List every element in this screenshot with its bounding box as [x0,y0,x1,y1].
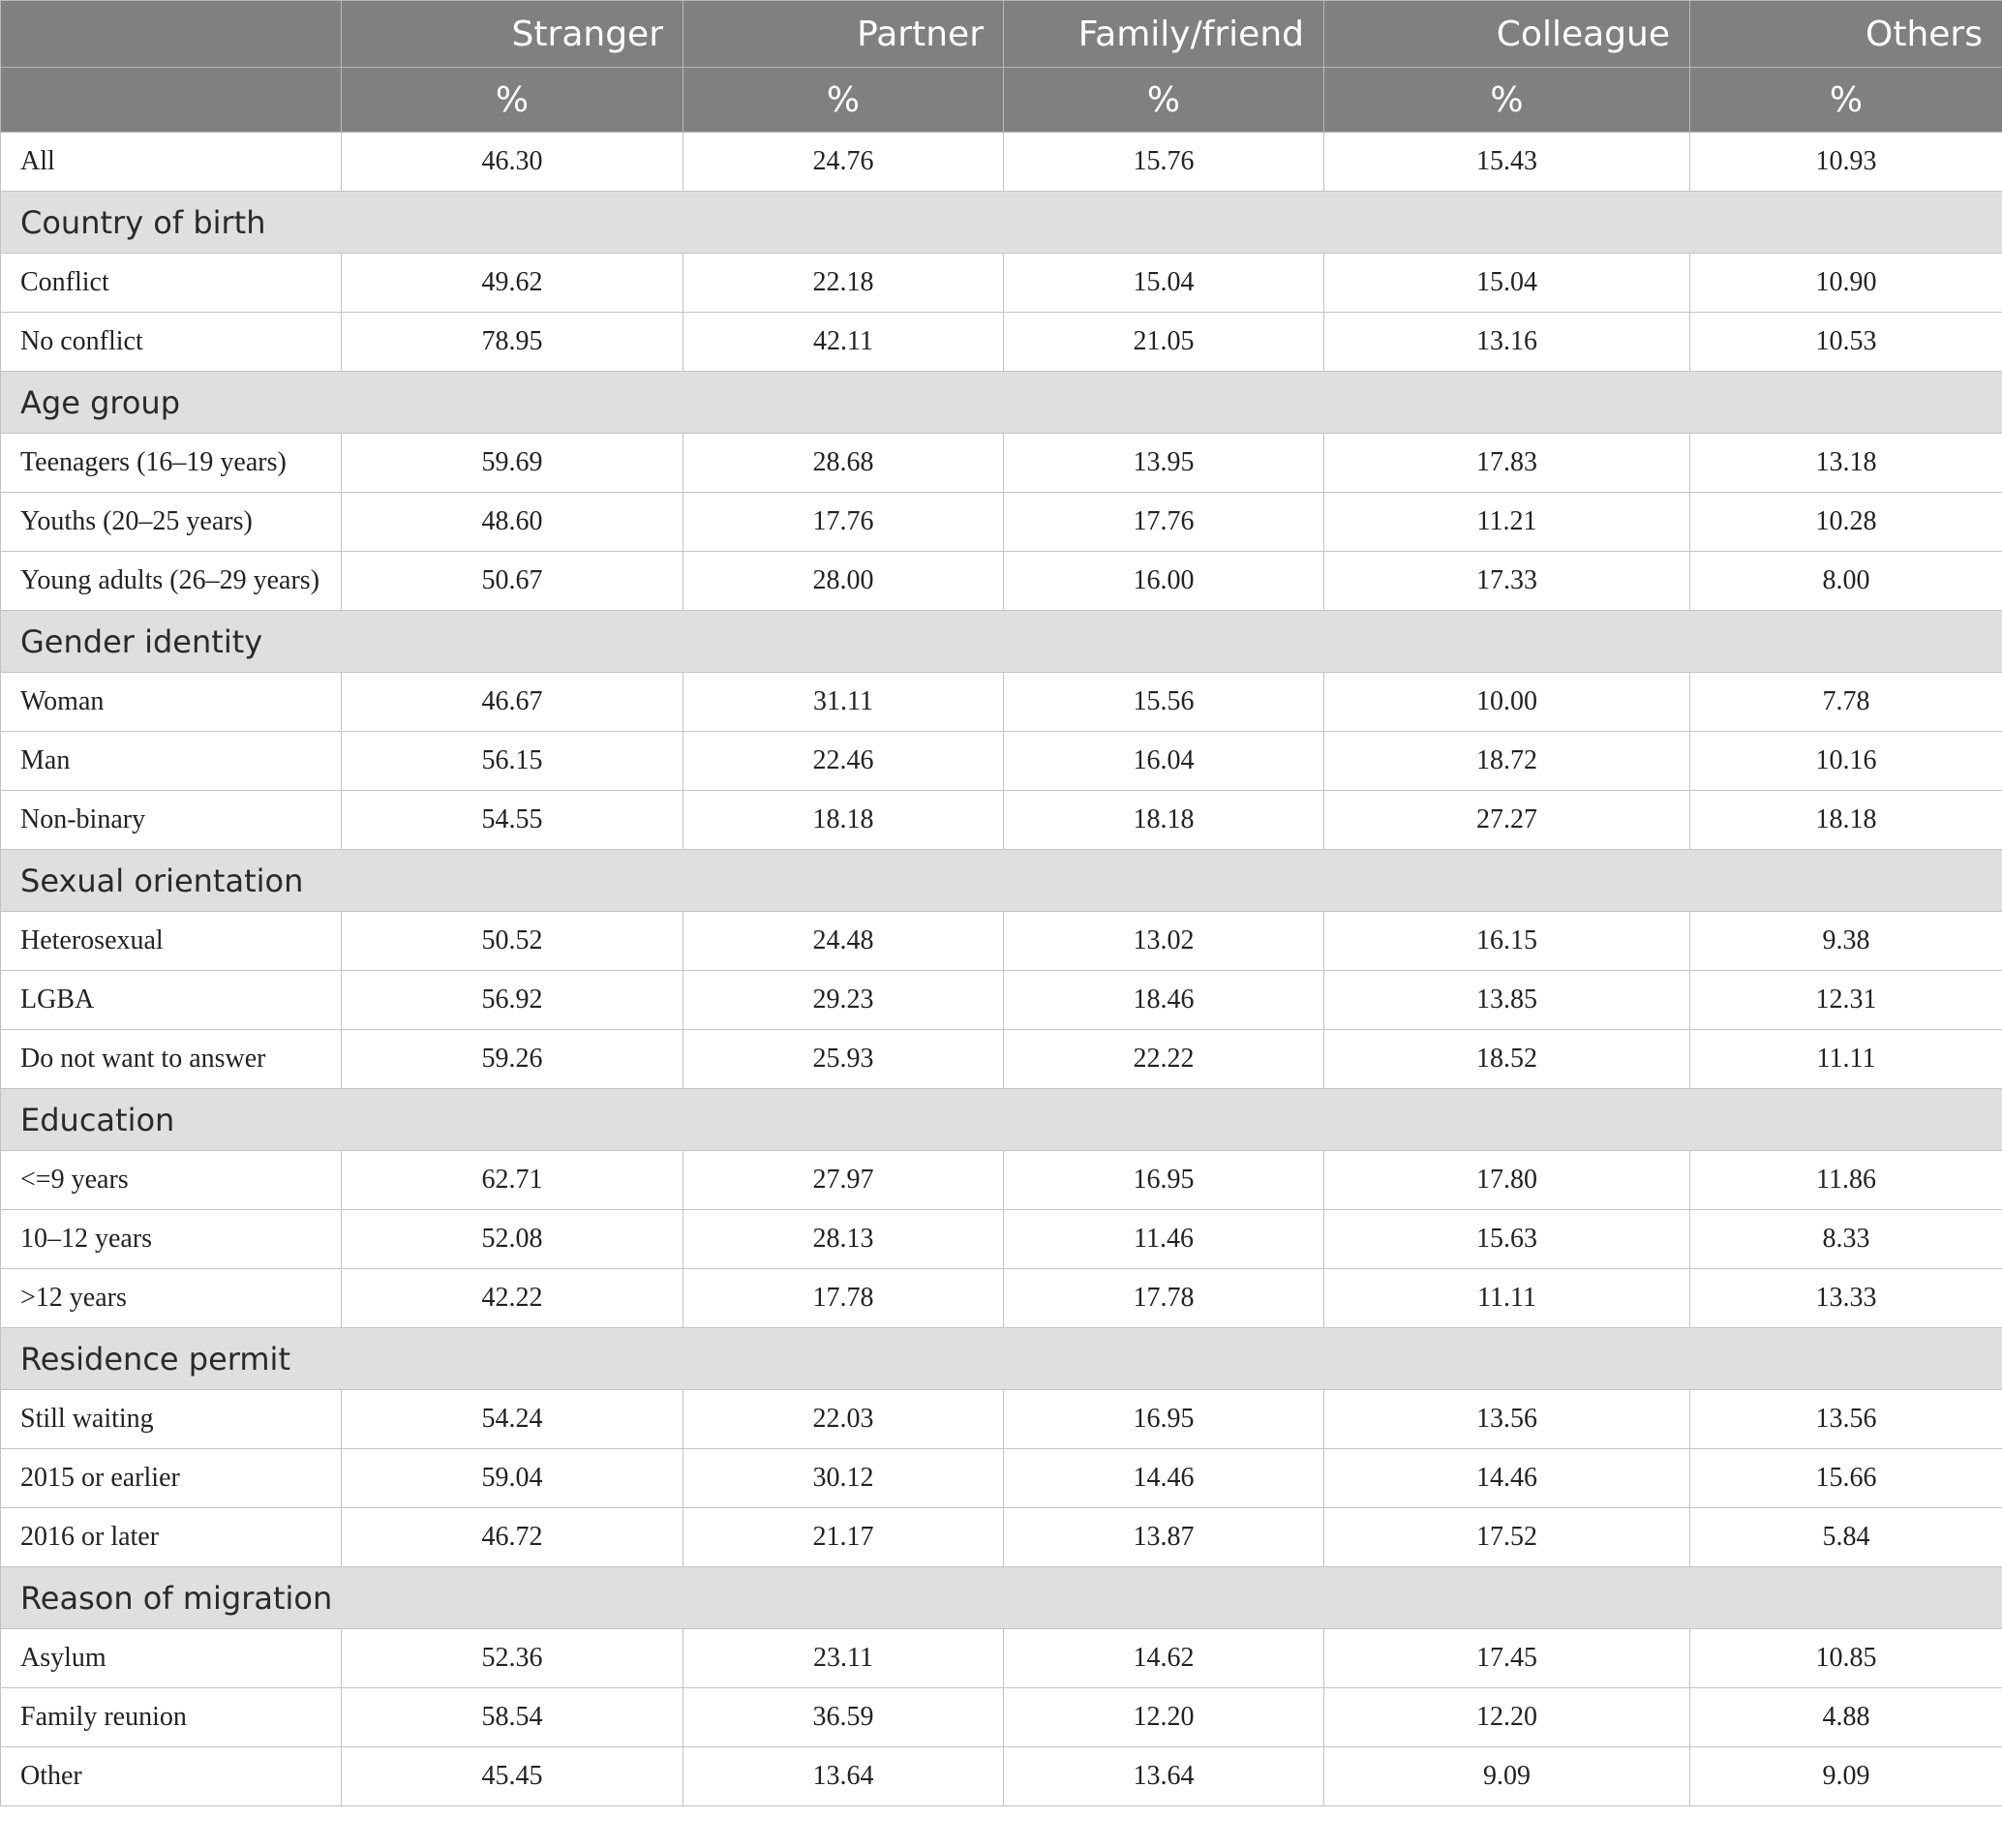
row-label: Other [1,1747,342,1806]
table-row [1,1151,2002,1210]
value-cell: 48.60 [342,493,683,552]
value-cell: 13.64 [683,1747,1004,1806]
row-label: Non-binary [1,791,342,850]
value-cell: 18.52 [1324,1030,1690,1089]
value-cell: 42.22 [342,1269,683,1328]
unit-cell-colleague: % [1324,68,1690,133]
value-cell: 28.13 [683,1210,1004,1269]
table-row [1,1210,2002,1269]
value-cell: 21.17 [683,1508,1004,1567]
section-label: Gender identity [1,611,2002,673]
value-cell: 18.72 [1324,732,1690,791]
value-cell: 15.76 [1004,133,1324,192]
value-cell: 21.05 [1004,313,1324,372]
row-label: 2015 or earlier [1,1449,342,1508]
table-row [1,673,2002,732]
section-label: Residence permit [1,1328,2002,1390]
table-row [1,1030,2002,1089]
value-cell: 59.04 [342,1449,683,1508]
value-cell: 23.11 [683,1629,1004,1688]
value-cell: 46.67 [342,673,683,732]
row-label: 2016 or later [1,1508,342,1567]
value-cell: 13.95 [1004,434,1324,493]
table-row [1,1688,2002,1747]
value-cell: 8.00 [1690,552,2002,611]
value-cell: 31.11 [683,673,1004,732]
value-cell: 24.76 [683,133,1004,192]
row-label: Do not want to answer [1,1030,342,1089]
value-cell: 15.63 [1324,1210,1690,1269]
table-row [1,791,2002,850]
table-row [1,254,2002,313]
table-row [1,732,2002,791]
value-cell: 16.95 [1004,1151,1324,1210]
table-row [1,1390,2002,1449]
value-cell: 10.93 [1690,133,2002,192]
table-row [1,133,2002,192]
value-cell: 45.45 [342,1747,683,1806]
unit-cell-empty [1,68,342,133]
value-cell: 14.46 [1004,1449,1324,1508]
table-row [1,493,2002,552]
row-label: Woman [1,673,342,732]
value-cell: 59.26 [342,1030,683,1089]
value-cell: 15.04 [1004,254,1324,313]
value-cell: 54.55 [342,791,683,850]
value-cell: 24.48 [683,912,1004,971]
value-cell: 12.20 [1004,1688,1324,1747]
row-label: All [1,133,342,192]
value-cell: 17.78 [683,1269,1004,1328]
value-cell: 17.76 [1004,493,1324,552]
value-cell: 13.33 [1690,1269,2002,1328]
value-cell: 22.18 [683,254,1004,313]
value-cell: 10.00 [1324,673,1690,732]
table-row [1,552,2002,611]
table-row [1,971,2002,1030]
value-cell: 13.85 [1324,971,1690,1030]
value-cell: 27.97 [683,1151,1004,1210]
value-cell: 54.24 [342,1390,683,1449]
value-cell: 13.16 [1324,313,1690,372]
header-cell-empty [1,1,342,68]
value-cell: 29.23 [683,971,1004,1030]
section-label: Sexual orientation [1,850,2002,912]
value-cell: 22.03 [683,1390,1004,1449]
header-cell-family-friend: Family/friend [1004,1,1324,68]
value-cell: 22.22 [1004,1030,1324,1089]
header-row-columns [1,1,2002,68]
unit-cell-stranger: % [342,68,683,133]
value-cell: 50.52 [342,912,683,971]
row-label: Family reunion [1,1688,342,1747]
value-cell: 8.33 [1690,1210,2002,1269]
value-cell: 5.84 [1690,1508,2002,1567]
value-cell: 36.59 [683,1688,1004,1747]
row-label: 10–12 years [1,1210,342,1269]
table-row [1,1269,2002,1328]
value-cell: 25.93 [683,1030,1004,1089]
value-cell: 16.04 [1004,732,1324,791]
table-row [1,1508,2002,1567]
value-cell: 30.12 [683,1449,1004,1508]
value-cell: 62.71 [342,1151,683,1210]
row-label: Man [1,732,342,791]
value-cell: 10.85 [1690,1629,2002,1688]
value-cell: 13.64 [1004,1747,1324,1806]
value-cell: 52.08 [342,1210,683,1269]
value-cell: 14.62 [1004,1629,1324,1688]
value-cell: 17.33 [1324,552,1690,611]
value-cell: 9.38 [1690,912,2002,971]
value-cell: 78.95 [342,313,683,372]
section-header-row [1,611,2002,673]
value-cell: 12.31 [1690,971,2002,1030]
unit-cell-partner: % [683,68,1004,133]
value-cell: 9.09 [1324,1747,1690,1806]
value-cell: 12.20 [1324,1688,1690,1747]
section-header-row [1,192,2002,254]
section-header-row [1,850,2002,912]
value-cell: 17.80 [1324,1151,1690,1210]
row-label: No conflict [1,313,342,372]
value-cell: 58.54 [342,1688,683,1747]
value-cell: 17.76 [683,493,1004,552]
row-label: Young adults (26–29 years) [1,552,342,611]
value-cell: 10.90 [1690,254,2002,313]
table-header [1,1,2002,133]
value-cell: 7.78 [1690,673,2002,732]
header-row-units [1,68,2002,133]
value-cell: 13.02 [1004,912,1324,971]
value-cell: 18.18 [1004,791,1324,850]
unit-cell-family-friend: % [1004,68,1324,133]
value-cell: 18.46 [1004,971,1324,1030]
section-header-row [1,1089,2002,1151]
value-cell: 16.15 [1324,912,1690,971]
section-label: Education [1,1089,2002,1151]
value-cell: 56.92 [342,971,683,1030]
header-cell-others: Others [1690,1,2002,68]
value-cell: 18.18 [683,791,1004,850]
table-row [1,313,2002,372]
value-cell: 15.04 [1324,254,1690,313]
value-cell: 50.67 [342,552,683,611]
value-cell: 10.28 [1690,493,2002,552]
value-cell: 11.11 [1324,1269,1690,1328]
value-cell: 11.46 [1004,1210,1324,1269]
unit-cell-others: % [1690,68,2002,133]
value-cell: 28.68 [683,434,1004,493]
table-row [1,434,2002,493]
value-cell: 52.36 [342,1629,683,1688]
row-label: Conflict [1,254,342,313]
table-row [1,1747,2002,1806]
value-cell: 59.69 [342,434,683,493]
section-label: Country of birth [1,192,2002,254]
value-cell: 27.27 [1324,791,1690,850]
value-cell: 10.53 [1690,313,2002,372]
row-label: Asylum [1,1629,342,1688]
value-cell: 46.72 [342,1508,683,1567]
value-cell: 11.11 [1690,1030,2002,1089]
table-row [1,1449,2002,1508]
table-body [1,133,2002,1806]
value-cell: 17.45 [1324,1629,1690,1688]
value-cell: 46.30 [342,133,683,192]
value-cell: 28.00 [683,552,1004,611]
value-cell: 10.16 [1690,732,2002,791]
value-cell: 15.56 [1004,673,1324,732]
value-cell: 4.88 [1690,1688,2002,1747]
value-cell: 11.21 [1324,493,1690,552]
value-cell: 9.09 [1690,1747,2002,1806]
value-cell: 15.66 [1690,1449,2002,1508]
value-cell: 18.18 [1690,791,2002,850]
value-cell: 15.43 [1324,133,1690,192]
row-label: LGBA [1,971,342,1030]
row-label: Youths (20–25 years) [1,493,342,552]
row-label: Heterosexual [1,912,342,971]
value-cell: 16.95 [1004,1390,1324,1449]
value-cell: 13.56 [1324,1390,1690,1449]
value-cell: 42.11 [683,313,1004,372]
table-row [1,1629,2002,1688]
value-cell: 17.78 [1004,1269,1324,1328]
value-cell: 13.56 [1690,1390,2002,1449]
value-cell: 14.46 [1324,1449,1690,1508]
value-cell: 22.46 [683,732,1004,791]
row-label: >12 years [1,1269,342,1328]
value-cell: 13.18 [1690,434,2002,493]
header-cell-colleague: Colleague [1324,1,1690,68]
row-label: <=9 years [1,1151,342,1210]
table-row [1,912,2002,971]
value-cell: 49.62 [342,254,683,313]
row-label: Teenagers (16–19 years) [1,434,342,493]
header-cell-stranger: Stranger [342,1,683,68]
value-cell: 13.87 [1004,1508,1324,1567]
section-label: Age group [1,372,2002,434]
section-label: Reason of migration [1,1567,2002,1629]
value-cell: 11.86 [1690,1151,2002,1210]
value-cell: 16.00 [1004,552,1324,611]
value-cell: 56.15 [342,732,683,791]
row-label: Still waiting [1,1390,342,1449]
section-header-row [1,372,2002,434]
value-cell: 17.52 [1324,1508,1690,1567]
section-header-row [1,1567,2002,1629]
header-cell-partner: Partner [683,1,1004,68]
section-header-row [1,1328,2002,1390]
value-cell: 17.83 [1324,434,1690,493]
